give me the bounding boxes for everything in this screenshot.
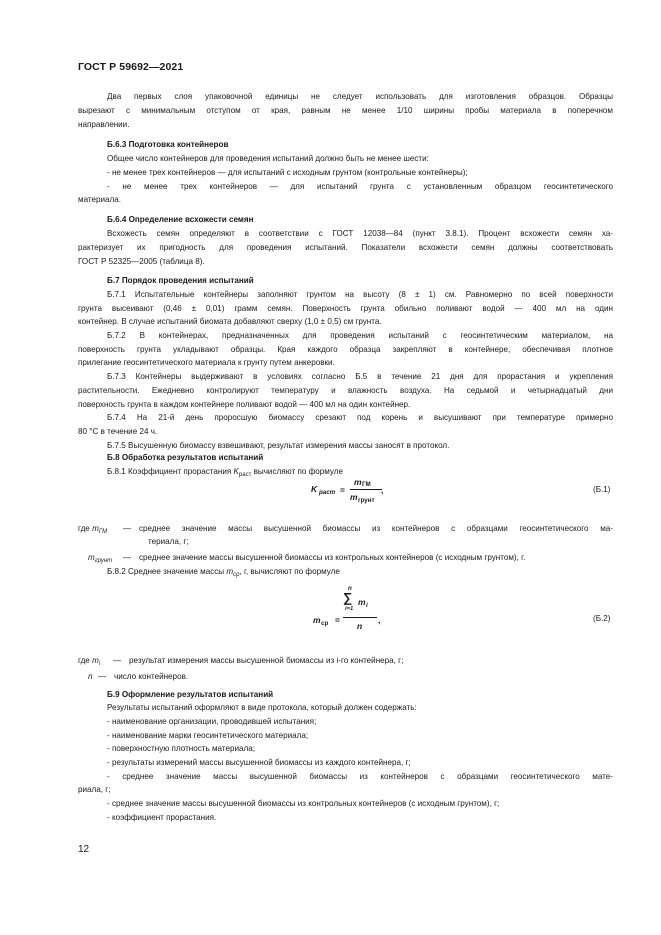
dash: — [113,656,122,665]
text-line: рактеризует их пригодность для проведения испытаний. Показатели всхожести семян должны соответствовать [78,243,613,252]
list-item: - не менее трех контейнеров — для испытаний грунта с установленным образцом геосинтетического [107,182,613,191]
definition-text: среднее значение массы высушенной биомассы из контейнеров с образцами геосинтетического ма- [139,524,613,533]
list-item: - результаты измерений массы высушенной биомассы из каждого контейнера, г; [107,758,411,767]
intro-line: вырезают с минимальным отступом от края, равным не менее 1/10 ширины пробы материала в поперечном [78,106,613,115]
where-label: где $m_i$ [78,656,101,667]
equation-number: (Б.2) [593,614,611,623]
list-item: - среднее значение массы высушенной биомассы из контейнеров с образцами геосинтетического мате- [107,772,613,781]
intro-line: направлении. [78,120,130,129]
page-number: 12 [78,844,90,855]
text-line: Б.8.1 Коэффициент прорастания $K_{раст}$ вычисляют по формуле [107,467,343,478]
text-line: Б.7.4 На 21-й день проросшую биомассу срезают под корень и высушивают при температуре примерно [107,413,613,422]
section-title: Б.8 Обработка результатов испытаний [107,453,264,462]
document-page: ГОСТ Р 59692—2021 Два первых слоя упаковочной единицы не следует использовать для изготовления образцов. Образцы вырезают с минимальным отступом от края, равным не менее 1/10 ширины пробы материала в поперечном направлении. Б.6.3 Подготовка контейнеров Общее число контейнеров для проведения испытаний должно быть не менее шести: - не менее трех контейнеров — для испытаний с исходным грунтом (контрольные контейнеры); - не менее трех контейнеров — для испытаний грунта с установленным образцом геосинтетического материала. Б.6.4 Определение всхожести семян Всхожесть семян определяют в соответствии с ГОСТ 12038—84 (пункт 3.8.1). Процент всхожести семян ха- рактеризует их пригодность для проведения испытаний. Показатели всхожести семян должны соответствовать ГОСТ Р 52325—2005 (таблица 8). Б.7 Порядок проведения испытаний Б.7.1 Испытательные контейнеры заполняют грунтом на высоту (8 ± 1) см. Равномерно по всей поверхности грунта высеивают (0,46 ± 0,01) грамм семян. Поверхность грунта обильно поливают водой — 400 мл на один контейнер. В случае испытаний биомата добавляют сверху (1,0 ± 0,5) см грунта. Б.7.2 В контейнерах, предназначенных для проведения испытаний с геосинтетическим материалом, на поверхность грунта укладывают образцы. Края каждого образца закрепляют в контейнере, обеспечивая плотное прилегание геосинтетического материала к грунту путем анкеровки. Б.7.3 Контейнеры выдерживают в условиях согласно Б.5 в течение 21 дня для прорастания и укрепления растительности. Ежедневно контролируют температуру и влажность воздуха. На седьмой и четырнадцатый дни поверхность грунта в каждом контейнере поливают водой — 400 мл на один контейнер. Б.7.4 На 21-й день проросшую биомассу срезают под корень и высушивают при температуре примерно 80 °С в течение 24 ч. Б.7.5 Высушенную биомассу взвешивают, результат измерения массы заносят в протокол. Б.8 Обработка результатов испытаний Б.8.1 Коэффициент прорастания $K_{раст}$ вычисляют по формуле K раст = m ГМ m грунт , (Б.1) где $m_{ГМ}$ — среднее значение массы высушенной биомассы из контейнеров с образцами геосинтетического ма- териала, г; $m_{грунт}$ — среднее значение массы высушенной биомассы из контрольных контейнеров (с исходным грунтом), г. Б.8.2 Среднее значение массы $m_{ср}$, г, вычисляют по формуле m ср = n ∑ i=1 m i n , (Б.2) где $m_i$ — результат измерения массы высушенной биомассы из i-го контейнера, г; n — число контейнеров. Б.9 Оформление результатов испытаний Результаты испытаний оформляют в виде протокола, который должен содержать: - наименование организации, проводившей испытания; - наименование марки геосинтетического материала; - поверхностную плотность материала; - результаты измерений массы высушенной биомассы из каждого контейнера, г; - среднее значение массы высушенной биомассы из контейнеров с образцами геосинтетического мате- риала, г; - среднее значение массы высушенной биомассы из контрольных контейнеров (с исходным грунтом), г; - коэффициент прорастания. 12 [78,61,613,855]
list-item: - наименование организации, проводившей испытания; [107,717,317,726]
text-line: Б.7.3 Контейнеры выдерживают в условиях согласно Б.5 в течение 21 дня для прорастания и укрепления [107,372,613,381]
text-line: Всхожесть семян определяют в соответствии с ГОСТ 12038—84 (пункт 3.8.1). Процент всхожести семян ха- [107,229,613,238]
definition-text: число контейнеров. [114,672,189,681]
list-item: - не менее трех контейнеров — для испытаний с исходным грунтом (контрольные контейнеры); [107,168,468,177]
equation-number: (Б.1) [593,485,611,494]
symbol: n [88,672,93,681]
text-line: поверхность грунта укладывают образцы. Края каждого образца закрепляют в контейнере, обеспечивая плотное [78,345,613,354]
where-label: где $m_{ГМ}$ [78,524,108,535]
section-title: Б.6.4 Определение всхожести семян [107,215,254,224]
definition-text: результат измерения массы высушенной биомассы из i-го контейнера, г; [129,656,404,665]
section-title: Б.9 Оформление результатов испытаний [107,690,274,699]
text-line: Б.8.2 Среднее значение массы $m_{ср}$, г, вычисляют по формуле [107,567,340,578]
dash: — [123,524,132,533]
text-line: Б.7.2 В контейнерах, предназначенных для проведения испытаний с геосинтетическим материалом, на [107,331,613,340]
text-line: риала, г; [78,785,111,794]
text-line: Б.7.5 Высушенную биомассу взвешивают, результат измерения массы заносят в протокол. [107,441,450,450]
text-line: Результаты испытаний оформляют в виде протокола, который должен содержать: [107,703,417,712]
section-title: Б.6.3 Подготовка контейнеров [107,140,229,149]
text-line: поверхность грунта в каждом контейнере поливают водой — 400 мл на один контейнер. [78,400,411,409]
section-title: Б.7 Порядок проведения испытаний [107,276,254,285]
text-line: грунта высеивают (0,46 ± 0,01) грамм семян. Поверхность грунта обильно поливают водой — 400 мл на один [78,304,613,313]
list-item: - наименование марки геосинтетического материала; [107,731,309,740]
intro-line: Два первых слоя упаковочной единицы не следует использовать для изготовления образцов. Образцы [107,92,613,101]
text-line: растительности. Ежедневно контролируют температуру и влажность воздуха. На седьмой и четырнадцатый дни [78,386,613,395]
text-line: Б.7.1 Испытательные контейнеры заполняют грунтом на высоту (8 ± 1) см. Равномерно по всей поверхности [107,290,613,299]
text-line: материала. [78,195,122,204]
text-line: прилегание геосинтетического материала к грунту путем анкеровки. [78,358,335,367]
text-line: ГОСТ Р 52325—2005 (таблица 8). [78,257,205,266]
dash: — [98,672,107,681]
definition-text: среднее значение массы высушенной биомассы из контрольных контейнеров (с исходным грунтом), г. [139,553,526,562]
list-item: - поверхностную плотность материала; [107,744,255,753]
text-line: контейнер. В случае испытаний биомата добавляют сверху (1,0 ± 0,5) см грунта. [78,317,382,326]
list-item: - среднее значение массы высушенной биомассы из контрольных контейнеров (с исходным грунтом), г; [107,799,500,808]
dash: — [123,553,132,562]
definition-text: териала, г; [148,537,189,546]
text-line: 80 °С в течение 24 ч. [78,427,158,436]
text-line: Общее число контейнеров для проведения испытаний должно быть не менее шести: [107,154,429,163]
list-item: - коэффициент прорастания. [107,813,217,822]
symbol: $m_{грунт}$ [88,553,113,564]
document-header: ГОСТ Р 59692—2021 [78,61,184,73]
